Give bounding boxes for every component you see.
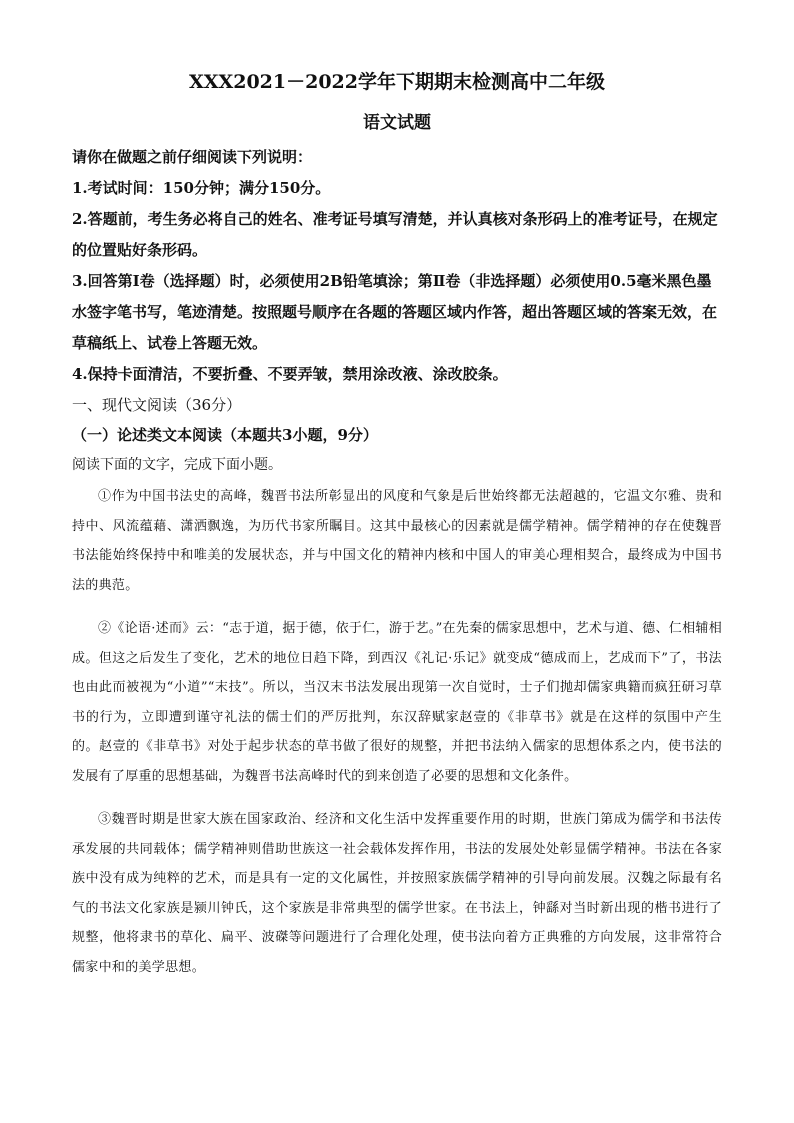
instruction-item-2: 2.答题前，考生务必将自己的姓名、准考证号填写清楚，并认真核对条形码上的准考证号，在规定的位置贴好条形码。 bbox=[72, 210, 718, 259]
section-heading: 一、现代文阅读（36分） bbox=[72, 396, 242, 414]
instruction-item-1: 1.考试时间：150分钟；满分150分。 bbox=[72, 179, 331, 197]
passage-paragraph-3: ③魏晋时期是世家大族在国家政治、经济和文化生活中发挥重要作用的时期，世族门第成为儒学和书法传承发展的共同载体；儒学精神则借助世族这一社会载体发挥作用，书法的发展处处彰显儒学精神。书法在各家族中没有成为纯粹的艺术，而是具有一定的文化属性，并按照家族儒学精神的引导向前发展。汉魏之际最有名气的书法文化家族是颍川钟氏，这个家族是非常典型的儒学世家。在书法上，钟繇对当时新出现的楷书进行了规整，他将隶书的草化、扁平、波磔等问题进行了合理化处理，使书法向着方正典雅的方向发展，这非常符合儒家中和的美学思想。 bbox=[72, 812, 722, 975]
passage-paragraph-2: ②《论语·述而》云：“志于道，据于德，依于仁，游于艺。”在先秦的儒家思想中，艺术与道、德、仁相辅相成。但这之后发生了变化，艺术的地位日趋下降，到西汉《礼记·乐记》就变成“德成而上，艺成而下”了，书法也由此而被视为“小道”“末技”。所以，当汉末书法发展出现第一次自觉时，士子们抛却儒家典籍而疯狂研习草书的行为，立即遭到谨守礼法的儒士们的严厉批判，东汉辞赋家赵壹的《非草书》就是在这样的氛围中产生的。赵壹的《非草书》对处于起步状态的草书做了很好的规整，并把书法纳入儒家的思想体系之内，使书法的发展有了厚重的思想基础，为魏晋书法高峰时代的到来创造了必要的思想和文化条件。 bbox=[72, 621, 722, 784]
instructions-block bbox=[72, 142, 722, 390]
instruction-item-4: 4.保持卡面清洁，不要折叠、不要弄皱，禁用涂改液、涂改胶条。 bbox=[72, 365, 508, 383]
instruction-item-3: 3.回答第Ⅰ卷（选择题）时，必须使用2B铅笔填涂；第Ⅱ卷（非选择题）必须使用0.5毫米黑色墨水签字笔书写，笔迹清楚。按照题号顺序在各题的答题区域内作答，超出答题区域的答案无效，在草稿纸上、试卷上答题无效。 bbox=[72, 272, 718, 352]
subsection-heading: （一）论述类文本阅读（本题共3小题，9分） bbox=[72, 426, 378, 444]
reading-lead: 阅读下面的文字，完成下面小题。 bbox=[72, 457, 282, 473]
exam-subtitle: 语文试题 bbox=[363, 113, 431, 133]
reading-section bbox=[72, 390, 722, 982]
exam-title: XXX2021－2022学年下期期末检测高中二年级 bbox=[189, 71, 605, 93]
passage-paragraph-1: ①作为中国书法史的高峰，魏晋书法所彰显出的风度和气象是后世始终都无法超越的，它温文尔雅、贵和持中、风流蕴藉、潇洒飘逸，为历代书家所瞩目。这其中最核心的因素就是儒学精神。儒学精神的存在使魏晋书法能始终保持中和唯美的发展状态，并与中国文化的精神内核和中国人的审美心理相契合，最终成为中国书法的典范。 bbox=[72, 489, 722, 593]
instructions-intro: 请你在做题之前仔细阅读下列说明： bbox=[72, 148, 313, 166]
